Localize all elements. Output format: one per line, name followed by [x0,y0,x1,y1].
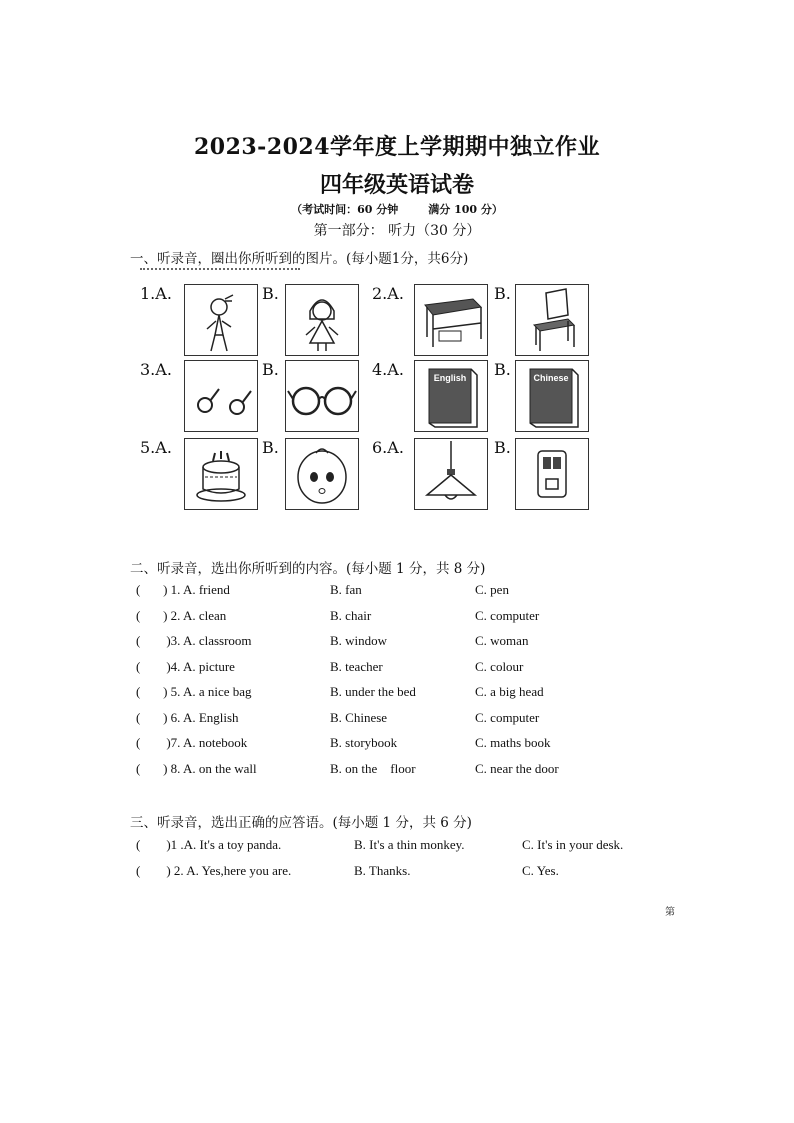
picture-glasses[interactable] [285,360,359,432]
option-b: B. Thanks. [354,863,411,878]
item-label-b: B. [494,284,511,303]
part-one-heading: 第一部分： 听力（30 分） [313,223,481,239]
option-b: B. storybook [330,735,398,750]
answer-bracket[interactable]: ( ) 6. A. English [136,709,239,725]
item-label: 4.A. [372,360,404,379]
option-b: B. chair [330,607,372,623]
exam-title: 2023-2024学年度上学期期中独立作业 [193,134,601,160]
item-label: 5.A. [140,438,172,457]
option-c: C. It's in your desk. [522,837,624,852]
answer-bracket[interactable]: ( )7. A. notebook [136,735,248,750]
item-label: 2.A. [372,284,404,303]
picture-girl-b[interactable] [285,284,359,356]
option-c: C. pen [475,582,509,597]
item-label: 6.A. [372,438,404,457]
english-book-text: English [433,373,467,383]
picture-girl-a[interactable] [184,284,258,356]
answer-bracket[interactable]: ( )3. A. classroom [136,633,252,648]
picture-chair[interactable] [515,284,589,356]
answer-bracket[interactable]: ( ) 2. A. Yes,here you are. [136,863,292,878]
item-label-b: B. [262,438,279,457]
option-b: B. on the floor [330,760,416,776]
chinese-book-text: Chinese [533,373,569,383]
option-c: C. Yes. [522,863,559,878]
picture-head[interactable] [285,438,359,510]
option-c: C. a big head [475,684,544,699]
option-b: B. It's a thin monkey. [354,837,465,852]
option-b: B. Chinese [330,709,388,725]
answer-bracket[interactable]: ( ) 5. A. a nice bag [136,684,252,699]
item-label-b: B. [262,360,279,379]
exam-score: 满分 100 分） [428,203,503,216]
option-b: B. window [330,633,388,648]
picture-cake[interactable] [184,438,258,510]
picture-lamp[interactable] [414,438,488,510]
item-label: 1.A. [140,284,172,303]
picture-light-switch[interactable] [515,438,589,510]
option-c: C. colour [475,658,524,674]
section1-heading: 一、听录音，圈出你所听到的图片。(每小题1分，共6分) [130,251,469,267]
answer-bracket[interactable]: ( ) 1. A. friend [136,582,230,597]
answer-bracket[interactable]: ( ) 2. A. clean [136,607,227,623]
exam-info [0,201,794,217]
item-label-b: B. [494,438,511,457]
exam-time: （考试时间：60 分钟 [291,203,399,216]
option-b: B. teacher [330,658,383,674]
option-c: C. maths book [475,735,551,750]
divider [140,268,300,270]
option-c: C. woman [475,633,529,648]
option-c: C. computer [475,607,540,623]
exam-subtitle: 四年级英语试卷 [319,172,474,198]
answer-bracket[interactable]: ( )1 .A. It's a toy panda. [136,837,282,852]
option-c: C. computer [475,709,540,725]
item-label: 3.A. [140,360,172,379]
item-label-b: B. [262,284,279,303]
picture-english-book[interactable] [414,360,488,432]
option-b: B. fan [330,582,362,597]
picture-desk[interactable] [414,284,488,356]
option-b: B. under the bed [330,684,416,699]
answer-bracket[interactable]: ( ) 8. A. on the wall [136,760,257,776]
option-c: C. near the door [475,760,559,776]
section3-heading: 三、听录音，选出正确的应答语。(每小题 1 分，共 6 分) [130,815,472,831]
picture-chinese-book[interactable] [515,360,589,432]
picture-keys[interactable] [184,360,258,432]
page-mark: 第 [665,907,675,918]
answer-bracket[interactable]: ( )4. A. picture [136,658,235,674]
item-label-b: B. [494,360,511,379]
section2-heading: 二、听录音，选出你所听到的内容。(每小题 1 分，共 8 分) [130,561,486,577]
